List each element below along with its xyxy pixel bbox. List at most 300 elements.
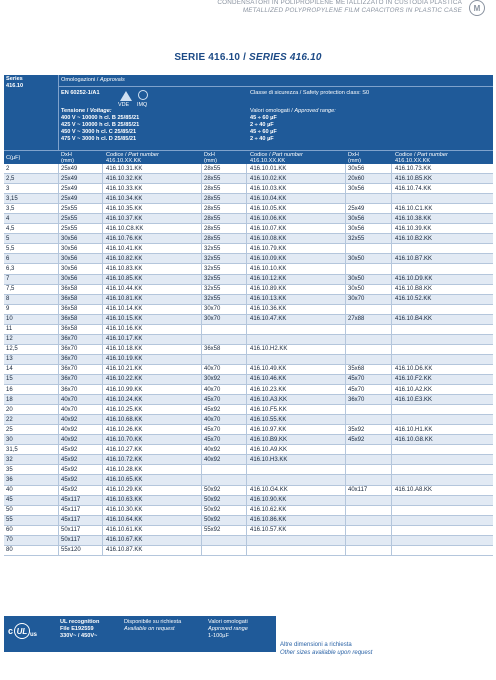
column-divider: [391, 405, 392, 414]
column-divider: [201, 345, 202, 354]
column-divider: [345, 335, 346, 344]
part-number-cell: 416.10.A8.KK: [395, 487, 433, 493]
part-number-cell: 416.10.A9.KK: [250, 446, 288, 453]
part-number-cell: 416.10.72.KK: [106, 456, 143, 463]
column-divider: [102, 395, 103, 404]
part-number-cell: 416.10.61.KK: [106, 527, 143, 534]
column-divider: [246, 335, 247, 344]
dimension-cell: 28x55: [204, 185, 221, 192]
voltage-line: 400 V ~ 10000 h cl. B 25/85/21: [61, 115, 140, 121]
part-number-cell: 416.10.65.KK: [106, 476, 143, 483]
part-number-cell: 416.10.41.KK: [106, 245, 143, 252]
dimension-cell: 30x56: [348, 225, 365, 232]
column-divider: [201, 305, 202, 314]
capacitance-cell: 14: [6, 366, 13, 373]
table-row: [4, 325, 493, 335]
column-divider: [201, 325, 202, 334]
column-divider: [201, 546, 202, 555]
dimension-cell: 20x60: [348, 175, 365, 182]
column-divider: [345, 526, 346, 535]
dimension-cell: 30x56: [61, 245, 78, 252]
dimension-cell: 35x92: [348, 426, 365, 433]
dimension-cell: 36x70: [348, 396, 365, 403]
column-divider: [345, 465, 346, 474]
column-divider: [58, 305, 59, 314]
part-number-cell: 416.10.82.KK: [106, 255, 143, 262]
dimension-cell: 30x70: [348, 296, 365, 303]
column-divider: [345, 496, 346, 505]
column-divider: [201, 475, 202, 484]
column-divider: [201, 385, 202, 394]
dimension-cell: 45x92: [61, 456, 78, 463]
column-divider: [201, 164, 202, 173]
dimension-cell: 50x92: [204, 517, 221, 524]
capacitance-cell: 40: [6, 487, 13, 493]
column-divider: [391, 214, 392, 223]
part-number-cell: 416.10.G8.KK: [395, 436, 433, 443]
column-divider: [58, 486, 59, 495]
column-divider: [246, 445, 247, 454]
column-divider: [391, 526, 392, 535]
approvals-block: [4, 75, 493, 150]
column-divider: [201, 455, 202, 464]
safety-class: Classe di sicurezza / Safety protection class: S0: [250, 90, 370, 96]
dimension-cell: 30x50: [348, 276, 365, 283]
column-divider: [102, 465, 103, 474]
capacitance-cell: 55: [6, 517, 13, 524]
column-divider: [58, 395, 59, 404]
table-row: [4, 496, 493, 506]
capacitance-cell: 2: [6, 165, 10, 172]
column-divider: [345, 475, 346, 484]
column-divider: [102, 335, 103, 344]
dimension-cell: 40x92: [204, 446, 221, 453]
capacitance-cell: 31,5: [6, 446, 18, 453]
capacitance-cell: 15: [6, 376, 13, 383]
column-divider: [58, 405, 59, 414]
part-number-cell: 416.10.39.KK: [395, 225, 432, 232]
capacitance-cell: 35: [6, 466, 13, 473]
dimension-cell: 30x56: [348, 215, 365, 222]
column-headers: [4, 150, 493, 164]
part-number-cell: 416.10.13.KK: [250, 296, 287, 303]
col-dxh: DxH (mm): [204, 152, 218, 165]
column-divider: [201, 174, 202, 183]
column-divider: [246, 254, 247, 263]
dimension-cell: 32x55: [204, 245, 221, 252]
column-divider: [58, 194, 59, 203]
header-title-en: METALLIZED POLYPROPYLENE FILM CAPACITORS IN PLASTIC CASE: [242, 7, 462, 14]
capacitance-cell: 22: [6, 416, 13, 423]
column-divider: [391, 335, 392, 344]
table-row: [4, 486, 493, 496]
dimension-cell: 45x70: [348, 376, 365, 383]
capacitance-cell: 8: [6, 296, 10, 303]
dimension-cell: 45x92: [61, 476, 78, 483]
capacitance-cell: 3: [6, 185, 10, 192]
column-divider: [391, 536, 392, 545]
column-divider: [345, 164, 346, 173]
table-row: [4, 174, 493, 184]
dimension-cell: 36x70: [61, 376, 78, 383]
column-divider: [391, 465, 392, 474]
column-divider: [246, 184, 247, 193]
dimension-cell: 25x49: [61, 175, 78, 182]
capacitance-cell: 6: [6, 255, 10, 262]
capacitance-cell: 4,5: [6, 225, 15, 232]
part-number-cell: 416.10.97.KK: [250, 426, 287, 433]
capacitance-cell: 6,3: [6, 265, 15, 272]
column-divider: [58, 164, 59, 173]
voltage-line: 425 V ~ 10000 h cl. B 25/85/21: [61, 122, 140, 128]
dimension-cell: 25x49: [61, 185, 78, 192]
column-divider: [246, 224, 247, 233]
part-number-cell: 416.10.06.KK: [250, 215, 287, 222]
part-number-cell: 416.10.F5.KK: [250, 406, 287, 413]
column-divider: [102, 254, 103, 263]
capacitance-cell: 7,5: [6, 286, 15, 293]
footer-block: [4, 616, 276, 652]
part-number-cell: 416.10.83.KK: [106, 265, 143, 272]
capacitance-cell: 2,5: [6, 175, 15, 182]
column-divider: [246, 204, 247, 213]
part-number-cell: 416.10.B4.KK: [395, 316, 433, 323]
capacitance-cell: 7: [6, 276, 10, 283]
dimension-cell: 40x92: [61, 436, 78, 443]
column-divider: [246, 385, 247, 394]
part-number-cell: 416.10.23.KK: [250, 386, 287, 393]
series-label: Series: [6, 76, 23, 82]
column-divider: [102, 375, 103, 384]
column-divider: [201, 285, 202, 294]
column-divider: [345, 305, 346, 314]
column-divider: [58, 345, 59, 354]
column-divider: [102, 506, 103, 515]
table-row: [4, 164, 493, 174]
dimension-cell: 45x70: [204, 426, 221, 433]
column-divider: [345, 204, 346, 213]
column-divider: [58, 335, 59, 344]
column-divider: [391, 204, 392, 213]
part-number-cell: 416.10.08.KK: [250, 235, 287, 242]
part-number-cell: 416.10.B5.KK: [395, 175, 433, 182]
column-divider: [391, 254, 392, 263]
part-number-cell: 416.10.46.KK: [250, 376, 287, 383]
column-divider: [201, 184, 202, 193]
part-number-cell: 416.10.32.KK: [106, 175, 143, 182]
column-divider: [201, 355, 202, 364]
dimension-cell: 50x117: [61, 527, 81, 534]
column-divider: [246, 365, 247, 374]
voltage-heading: Tensione / Voltage:: [61, 108, 112, 114]
column-divider: [201, 415, 202, 424]
column-divider: [391, 395, 392, 404]
part-number-cell: 416.10.22.KK: [106, 376, 143, 383]
dimension-cell: 45x92: [61, 446, 78, 453]
table-row: [4, 224, 493, 234]
part-number-cell: 416.10.H1.KK: [395, 426, 433, 433]
column-divider: [58, 204, 59, 213]
dimension-cell: 30x56: [61, 235, 78, 242]
title-it: SERIE 416.10: [174, 52, 241, 63]
col-dxh: DxH (mm): [61, 152, 75, 165]
part-number-cell: 416.10.15.KK: [106, 316, 143, 323]
dimension-cell: 30x56: [61, 255, 78, 262]
part-number-cell: 416.10.90.KK: [250, 497, 287, 504]
column-divider: [58, 244, 59, 253]
page-title: [0, 52, 496, 63]
column-divider: [246, 536, 247, 545]
column-divider: [58, 224, 59, 233]
column-divider: [246, 315, 247, 324]
column-divider: [58, 536, 59, 545]
part-number-cell: 416.10.12.KK: [250, 276, 287, 283]
availability-note: Disponibile su richiesta Available on request: [124, 619, 182, 632]
table-row: [4, 275, 493, 285]
col-cap: C(µF): [6, 155, 21, 161]
column-divider: [246, 415, 247, 424]
part-number-cell: 416.10.87.KK: [106, 547, 143, 554]
part-number-cell: 416.10.21.KK: [106, 366, 143, 373]
dimension-cell: 25x49: [61, 165, 78, 172]
column-divider: [345, 234, 346, 243]
capacitance-cell: 10: [6, 316, 13, 323]
part-number-cell: 416.10.25.KK: [106, 406, 143, 413]
dimension-cell: 50x117: [61, 537, 81, 544]
capacitance-cell: 20: [6, 406, 13, 413]
column-divider: [58, 415, 59, 424]
table-body: [4, 164, 493, 556]
column-divider: [391, 275, 392, 284]
dimension-cell: 32x55: [348, 235, 365, 242]
dimension-cell: 27x88: [348, 316, 365, 323]
column-divider: [246, 174, 247, 183]
divider: [58, 86, 493, 87]
dimension-cell: 45x117: [61, 507, 81, 514]
capacitance-cell: 3,5: [6, 205, 15, 212]
column-divider: [102, 355, 103, 364]
column-divider: [201, 244, 202, 253]
dimension-cell: 40x70: [204, 386, 221, 393]
part-number-cell: 416.10.67.KK: [106, 537, 143, 544]
column-divider: [102, 486, 103, 495]
range-line: 45 ÷ 60 µF: [250, 115, 277, 121]
column-divider: [391, 435, 392, 444]
dimension-cell: 30x70: [204, 316, 221, 323]
dimension-cell: 36x70: [61, 356, 78, 363]
dimension-cell: 25x49: [348, 205, 365, 212]
column-divider: [201, 435, 202, 444]
column-divider: [246, 234, 247, 243]
column-divider: [58, 174, 59, 183]
dimension-cell: 28x55: [204, 205, 221, 212]
column-divider: [391, 345, 392, 354]
column-divider: [246, 375, 247, 384]
series-value: 416.10: [6, 83, 24, 89]
dimension-cell: 55x120: [61, 547, 81, 554]
dimension-cell: 40x70: [61, 406, 78, 413]
table-row: [4, 536, 493, 546]
column-divider: [246, 546, 247, 555]
part-number-cell: 416.10.34.KK: [106, 195, 143, 202]
column-divider: [201, 365, 202, 374]
part-number-cell: 416.10.B7.KK: [395, 255, 433, 262]
table-row: [4, 194, 493, 204]
column-divider: [345, 395, 346, 404]
part-number-cell: 416.10.14.KK: [106, 306, 143, 313]
table-row: [4, 395, 493, 405]
capacitance-cell: 4: [6, 215, 10, 222]
column-divider: [391, 455, 392, 464]
column-divider: [102, 435, 103, 444]
column-divider: [102, 415, 103, 424]
column-divider: [246, 526, 247, 535]
vde-label: VDE: [118, 102, 130, 108]
part-number-cell: 416.10.27.KK: [106, 446, 143, 453]
column-divider: [201, 445, 202, 454]
column-divider: [102, 204, 103, 213]
part-number-cell: 416.10.49.KK: [250, 366, 287, 373]
dimension-cell: 55x92: [204, 527, 221, 534]
table-row: [4, 335, 493, 345]
table-row: [4, 285, 493, 295]
column-divider: [201, 295, 202, 304]
column-divider: [391, 385, 392, 394]
column-divider: [102, 546, 103, 555]
column-divider: [391, 224, 392, 233]
part-number-cell: 416.10.D9.KK: [395, 276, 433, 283]
col-code: Codice / Part number 416.10.XX.KK: [106, 152, 159, 165]
table-row: [4, 254, 493, 264]
part-number-cell: 416.10.D6.KK: [395, 366, 433, 373]
column-divider: [246, 506, 247, 515]
capacitance-cell: 5,5: [6, 245, 15, 252]
dimension-cell: 36x70: [61, 386, 78, 393]
part-number-cell: 416.10.73.KK: [395, 165, 432, 172]
column-divider: [58, 475, 59, 484]
column-divider: [201, 516, 202, 525]
column-divider: [201, 425, 202, 434]
table-row: [4, 516, 493, 526]
column-divider: [345, 385, 346, 394]
table-row: [4, 295, 493, 305]
capacitance-cell: 60: [6, 527, 13, 534]
table-row: [4, 405, 493, 415]
approvals-heading: Omologazioni / Approvals: [61, 77, 125, 83]
dimension-cell: 45x92: [204, 406, 221, 413]
column-divider: [201, 264, 202, 273]
part-number-cell: 416.10.05.KK: [250, 205, 287, 212]
column-divider: [391, 305, 392, 314]
dimension-cell: 25x49: [61, 195, 78, 202]
column-divider: [201, 194, 202, 203]
column-divider: [58, 184, 59, 193]
part-number-cell: 416.10.F2.KK: [395, 376, 432, 383]
column-divider: [391, 496, 392, 505]
column-divider: [58, 214, 59, 223]
column-divider: [246, 496, 247, 505]
column-divider: [345, 254, 346, 263]
column-divider: [391, 264, 392, 273]
dimension-cell: 32x55: [204, 255, 221, 262]
column-divider: [345, 285, 346, 294]
part-number-cell: 416.10.64.KK: [106, 517, 143, 524]
column-divider: [391, 355, 392, 364]
column-divider: [58, 526, 59, 535]
part-number-cell: 416.10.A2.KK: [395, 386, 433, 393]
part-number-cell: 416.10.55.KK: [250, 416, 287, 423]
dimension-cell: 32x55: [204, 286, 221, 293]
column-divider: [58, 285, 59, 294]
column-divider: [246, 264, 247, 273]
column-divider: [102, 184, 103, 193]
capacitance-cell: 13: [6, 356, 13, 363]
column-divider: [58, 435, 59, 444]
part-number-cell: 416.10.B2.KK: [395, 235, 433, 242]
dimension-cell: 40x92: [61, 426, 78, 433]
column-divider: [102, 325, 103, 334]
part-number-cell: 416.10.74.KK: [395, 185, 432, 192]
part-number-cell: 416.10.03.KK: [250, 185, 287, 192]
part-number-cell: 416.10.44.KK: [106, 286, 143, 293]
capacitance-cell: 50: [6, 507, 13, 514]
column-divider: [246, 435, 247, 444]
column-divider: [391, 475, 392, 484]
column-divider: [58, 264, 59, 273]
column-divider: [58, 295, 59, 304]
capacitance-cell: 12,5: [6, 346, 18, 353]
dimension-cell: 28x55: [204, 235, 221, 242]
dimension-cell: 40x70: [204, 366, 221, 373]
capacitance-cell: 3,15: [6, 195, 18, 202]
dimension-cell: 36x70: [61, 336, 78, 343]
capacitance-cell: 30: [6, 436, 13, 443]
dimension-cell: 40x92: [61, 416, 78, 423]
part-number-cell: 416.10.16.KK: [106, 326, 143, 333]
dimension-cell: 32x55: [204, 276, 221, 283]
title-sep: /: [240, 52, 250, 63]
dimension-cell: 36x58: [61, 296, 78, 303]
part-number-cell: 416.10.76.KK: [106, 235, 143, 242]
column-divider: [345, 315, 346, 324]
table-row: [4, 435, 493, 445]
capacitance-cell: 80: [6, 547, 13, 554]
column-divider: [102, 385, 103, 394]
dimension-cell: 25x55: [61, 215, 78, 222]
part-number-cell: 416.10.C1.KK: [395, 205, 433, 212]
dimension-cell: 28x55: [204, 195, 221, 202]
column-divider: [102, 425, 103, 434]
part-number-cell: 416.10.47.KK: [250, 316, 287, 323]
values-heading: Valori omologati / Approved range:: [250, 108, 336, 114]
column-divider: [391, 325, 392, 334]
dimension-cell: 36x70: [61, 366, 78, 373]
part-number-cell: 416.10.01.KK: [250, 165, 287, 172]
column-divider: [102, 315, 103, 324]
table-row: [4, 455, 493, 465]
column-divider: [391, 194, 392, 203]
brand-logo: M: [469, 0, 485, 16]
column-divider: [201, 254, 202, 263]
column-divider: [102, 164, 103, 173]
column-divider: [345, 275, 346, 284]
column-divider: [345, 516, 346, 525]
part-number-cell: 416.10.A3.KK: [250, 396, 288, 403]
dimension-cell: 28x55: [204, 175, 221, 182]
column-divider: [391, 234, 392, 243]
column-divider: [102, 455, 103, 464]
column-divider: [201, 465, 202, 474]
